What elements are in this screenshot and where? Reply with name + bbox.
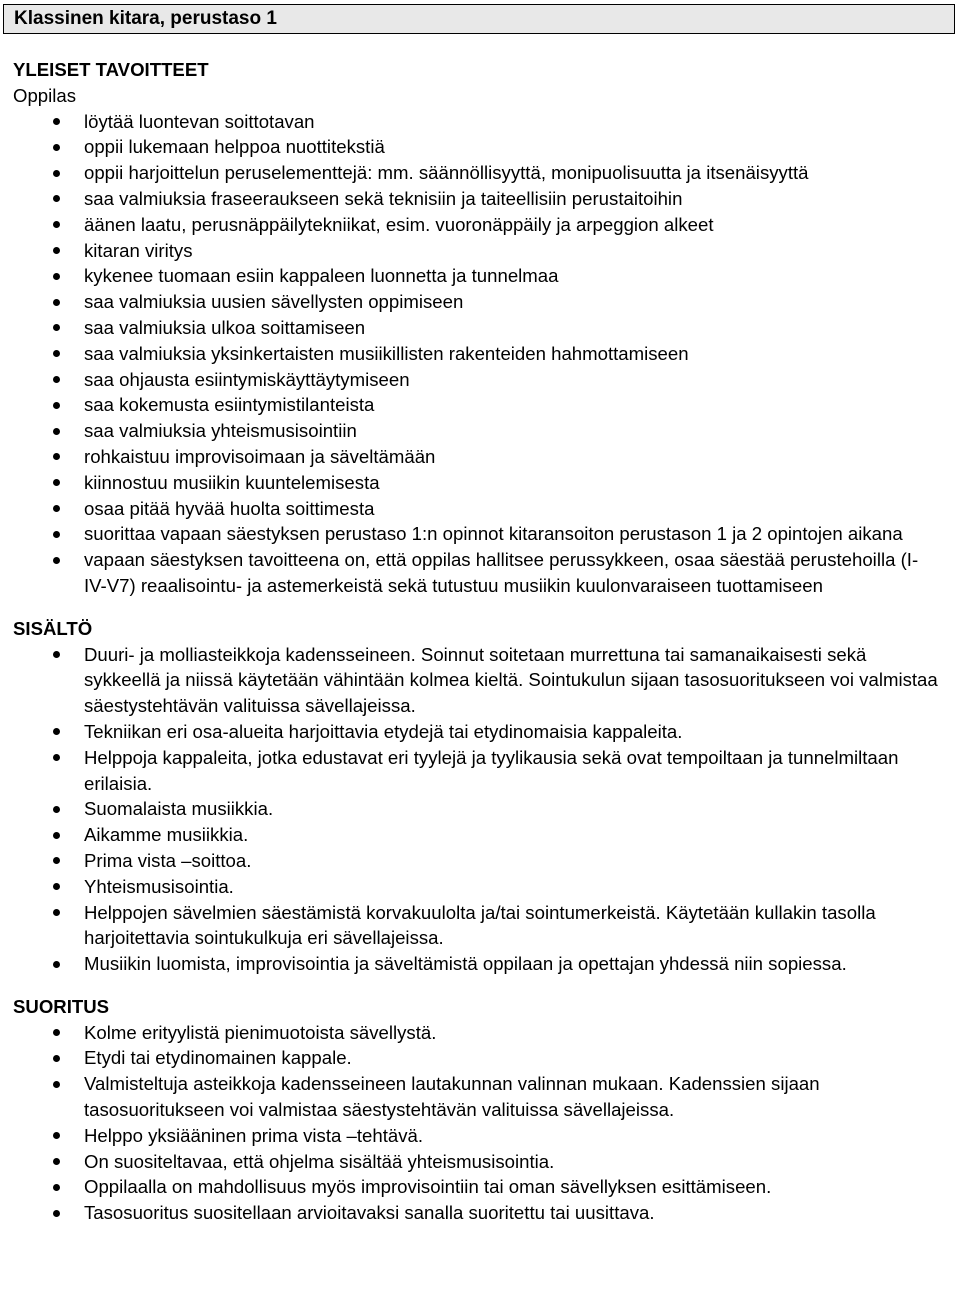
- list-item: saa valmiuksia fraseeraukseen sekä teknisiin ja taiteellisiin perustaitoihin: [13, 186, 938, 212]
- performance-list: [13, 1020, 938, 1226]
- goals-subheading: Oppilas: [13, 84, 77, 106]
- list-item: saa valmiuksia ulkoa soittamiseen: [13, 315, 938, 341]
- list-item: Oppilaalla on mahdollisuus myös improvisointiin tai oman sävellyksen esittämiseen.: [13, 1174, 938, 1200]
- list-item: Tekniikan eri osa-alueita harjoittavia etydejä tai etydinomaisia kappaleita.: [13, 719, 938, 745]
- list-item: rohkaistuu improvisoimaan ja säveltämään: [13, 444, 938, 470]
- document-title-box: [3, 4, 955, 34]
- content-list: [13, 642, 938, 977]
- list-item: oppii harjoittelun peruselementtejä: mm. säännöllisyyttä, monipuolisuutta ja itsenäisyyttä: [13, 160, 938, 186]
- content-heading: SISÄLTÖ: [13, 617, 93, 639]
- list-item: oppii lukemaan helppoa nuottitekstiä: [13, 134, 938, 160]
- document-body: [13, 57, 938, 1226]
- list-item: saa valmiuksia yksinkertaisten musiikillisten rakenteiden hahmottamiseen: [13, 341, 938, 367]
- list-item: osaa pitää hyvää huolta soittimesta: [13, 496, 938, 522]
- list-item: Duuri- ja molliasteikkoja kadensseineen. Soinnut soitetaan murrettuna tai samanaikaisesti sekä sykkeellä ja niissä käytetään vähintään kolmea kieltä. Sointukulun sijaan tasosuoritukseen voi valmistaa säestystehtävän valituissa sävellajeissa.: [13, 642, 938, 719]
- list-item: Valmisteltuja asteikkoja kadensseineen lautakunnan valinnan mukaan. Kadenssien sijaan tasosuoritukseen voi valmistaa säestystehtävän valituissa sävellajeissa.: [13, 1071, 938, 1123]
- list-item: äänen laatu, perusnäppäilytekniikat, esim. vuoronäppäily ja arpeggion alkeet: [13, 212, 938, 238]
- list-item: Kolme erityylistä pienimuotoista sävellystä.: [13, 1020, 938, 1046]
- list-item: saa valmiuksia yhteismusisointiin: [13, 418, 938, 444]
- list-item: löytää luontevan soittotavan: [13, 109, 938, 135]
- list-item: Helppo yksiääninen prima vista –tehtävä.: [13, 1123, 938, 1149]
- list-item: Etydi tai etydinomainen kappale.: [13, 1045, 938, 1071]
- list-item: On suositeltavaa, että ohjelma sisältää yhteismusisointia.: [13, 1149, 938, 1175]
- list-item: Prima vista –soittoa.: [13, 848, 938, 874]
- list-item: Aikamme musiikkia.: [13, 822, 938, 848]
- list-item: kitaran viritys: [13, 238, 938, 264]
- document-title: Klassinen kitara, perustaso 1: [14, 8, 277, 29]
- list-item: suorittaa vapaan säestyksen perustaso 1:n opinnot kitaransoiton perustason 1 ja 2 opintojen aikana: [13, 521, 938, 547]
- list-item: kiinnostuu musiikin kuuntelemisesta: [13, 470, 938, 496]
- goals-heading: YLEISET TAVOITTEET: [13, 59, 209, 80]
- list-item: Helppoja kappaleita, jotka edustavat eri tyylejä ja tyylikausia sekä ovat tempoiltaan ja tunnelmiltaan erilaisia.: [13, 745, 938, 797]
- list-item: saa kokemusta esiintymistilanteista: [13, 392, 938, 418]
- list-item: Helppojen sävelmien säestämistä korvakuulolta ja/tai sointumerkeistä. Käytetään kullakin tasolla harjoitettavia sointukulkuja eri sävellajeissa.: [13, 900, 938, 952]
- performance-heading: SUORITUS: [13, 995, 110, 1017]
- list-item: saa valmiuksia uusien sävellysten oppimiseen: [13, 289, 938, 315]
- list-item: vapaan säestyksen tavoitteena on, että oppilas hallitsee perussykkeen, osaa säestää perustehoilla (I-IV-V7) reaalisointu- ja astemerkeistä sekä tutustuu musiikin kuulonvaraiseen tuottamiseen: [13, 547, 938, 599]
- list-item: Suomalaista musiikkia.: [13, 796, 938, 822]
- goals-list: [13, 109, 938, 599]
- list-item: Musiikin luomista, improvisointia ja säveltämistä oppilaan ja opettajan yhdessä niin sopiessa.: [13, 951, 938, 977]
- list-item: kykenee tuomaan esiin kappaleen luonnetta ja tunnelmaa: [13, 263, 938, 289]
- list-item: Yhteismusisointia.: [13, 874, 938, 900]
- list-item: Tasosuoritus suositellaan arvioitavaksi sanalla suoritettu tai uusittava.: [13, 1200, 938, 1226]
- list-item: saa ohjausta esiintymiskäyttäytymiseen: [13, 367, 938, 393]
